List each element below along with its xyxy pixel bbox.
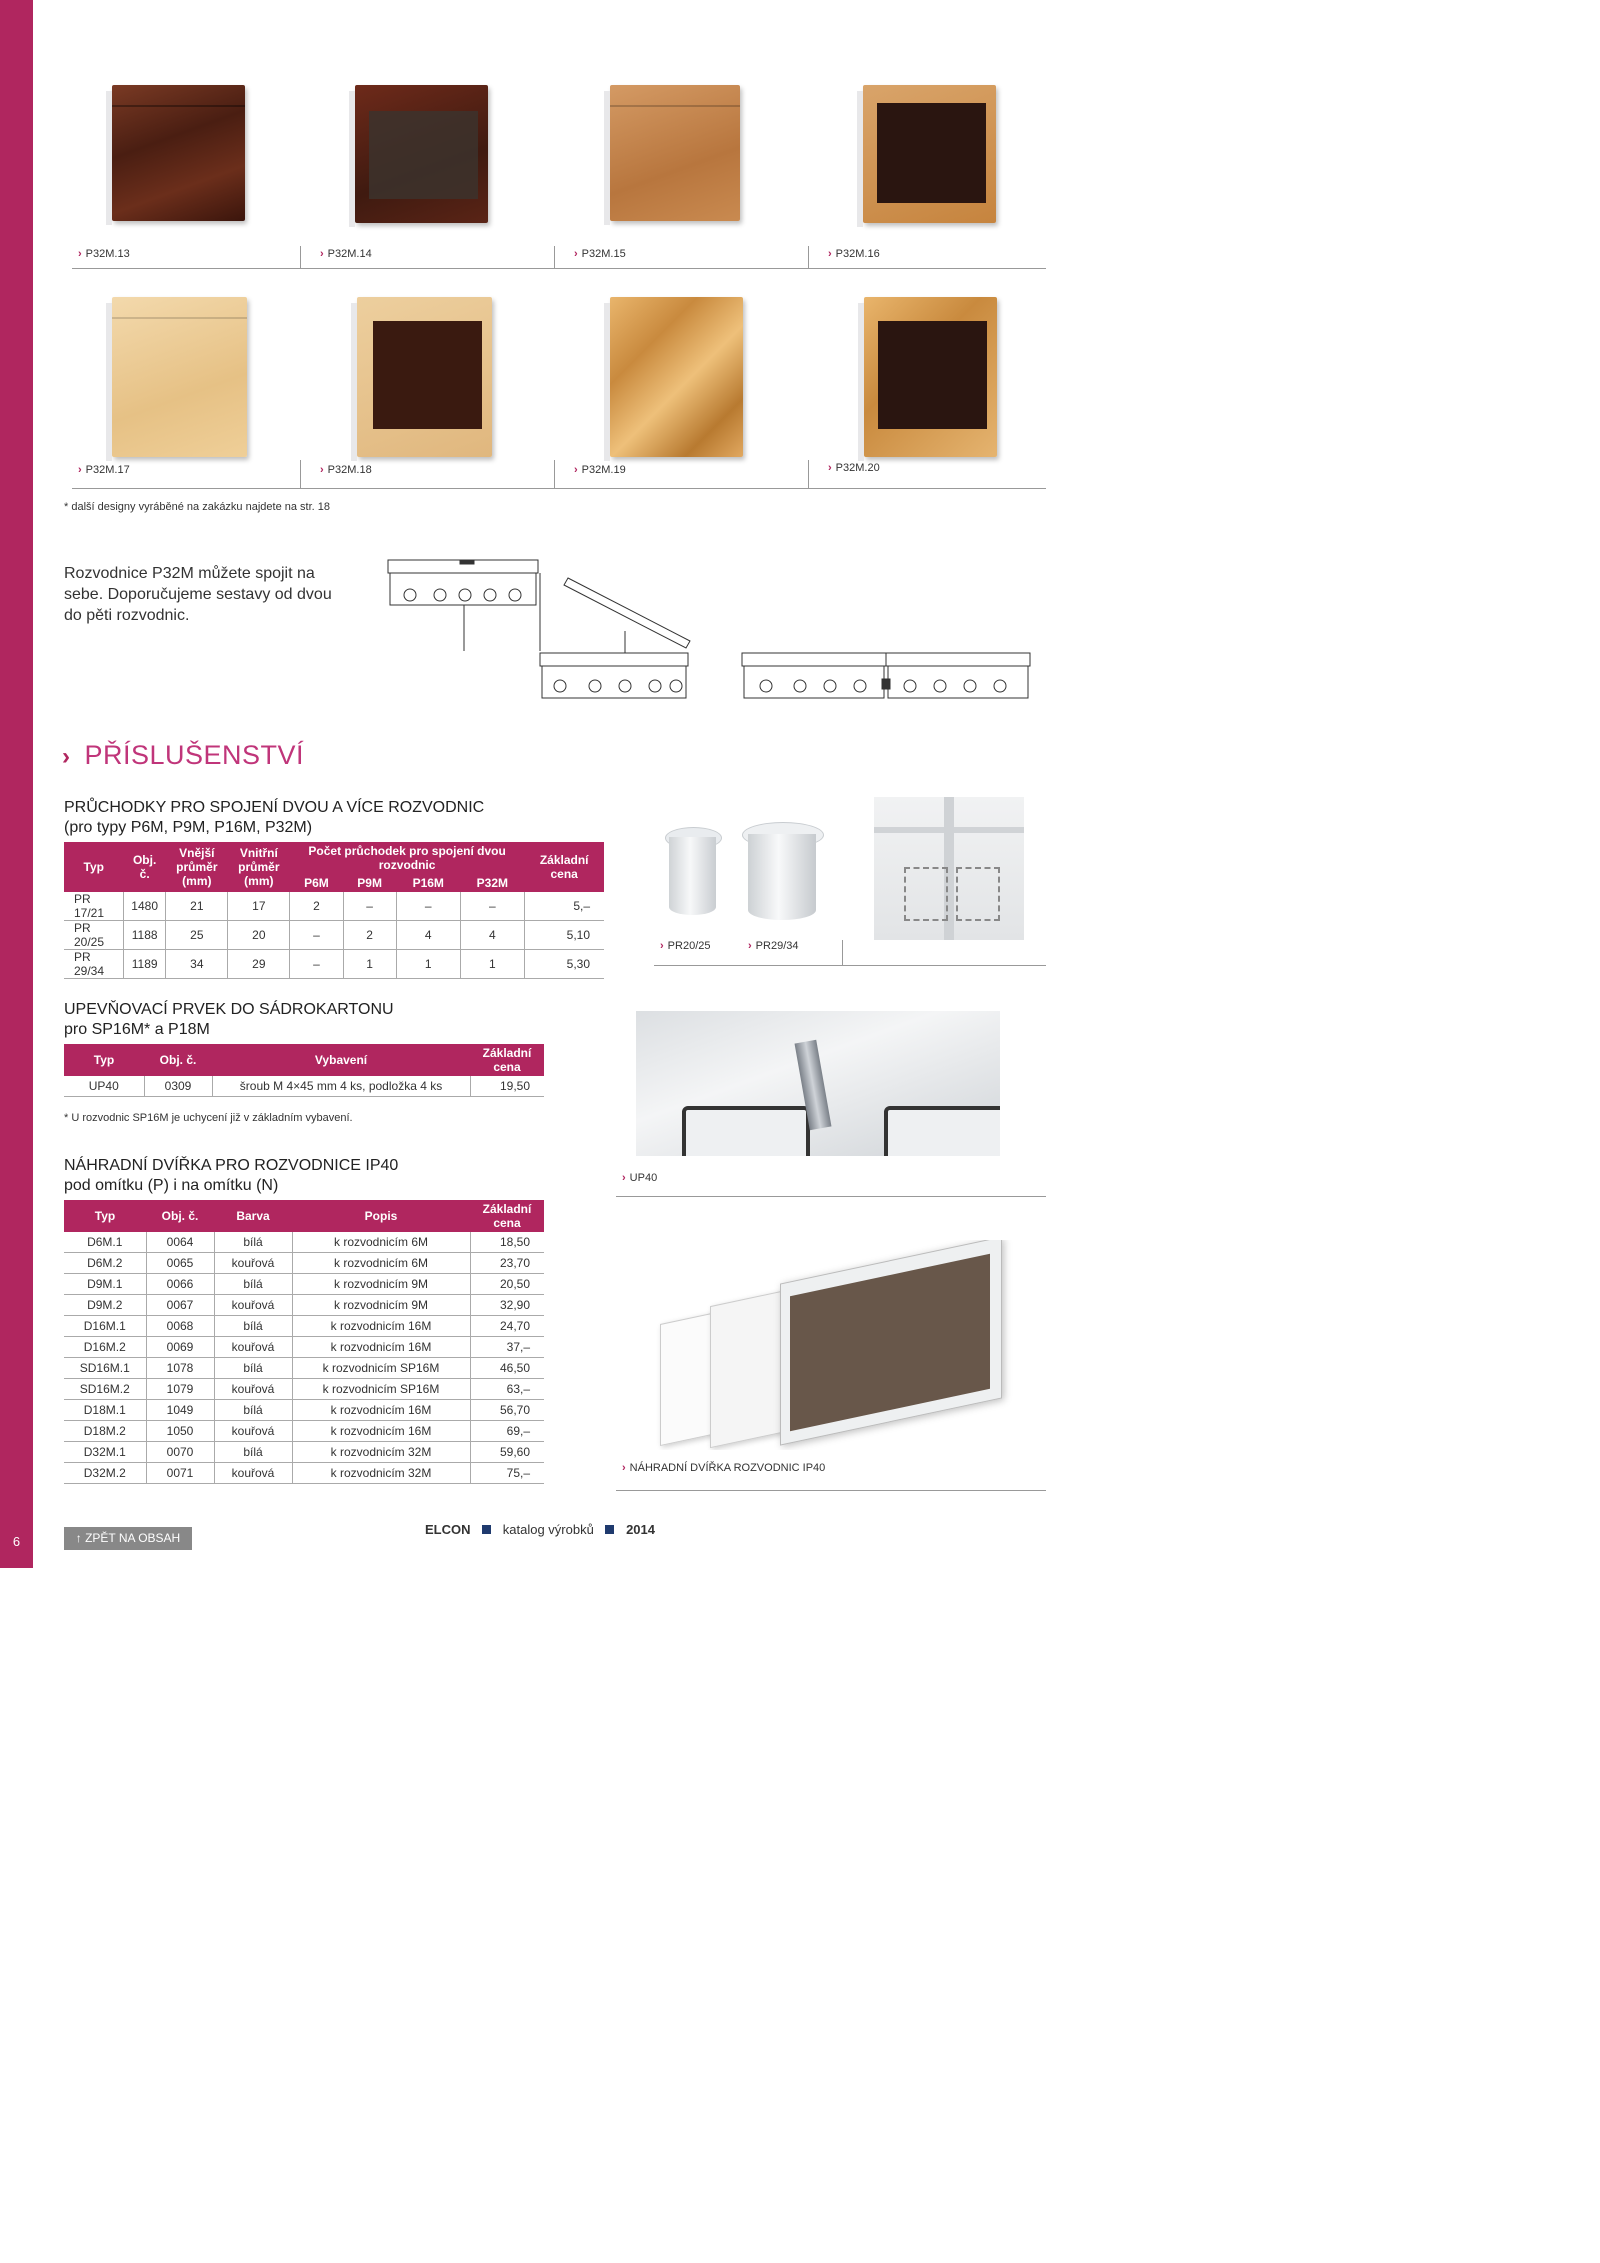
table-row [64, 1076, 544, 1097]
table-row [64, 1316, 544, 1337]
back-to-contents-button[interactable]: ↑ ZPĚT NA OBSAH [64, 1527, 192, 1550]
table-row [64, 1421, 544, 1442]
table-cell: – [396, 892, 460, 921]
table-cell: 1050 [146, 1421, 214, 1442]
table3-title-line2: pod omítku (P) i na omítku (N) [64, 1177, 279, 1194]
table-cell: D9M.2 [64, 1295, 146, 1316]
table-cell: bílá [214, 1358, 292, 1379]
table-row [64, 1400, 544, 1421]
caption-row-dvirka [616, 1460, 1046, 1491]
product-image-pr2025 [655, 827, 730, 927]
table-cell: 20 [228, 921, 290, 950]
header-pocet: Počet průchodek pro spojení dvou rozvodnic [290, 842, 525, 874]
caption-p32m13 [72, 248, 130, 260]
caption-text: UP40 [629, 1172, 658, 1184]
table-cell: D16M.2 [64, 1337, 146, 1358]
table-cell: 21 [166, 892, 228, 921]
caption-text: PR29/34 [755, 940, 799, 952]
header-vybaveni: Vybavení [212, 1044, 470, 1076]
header-obj: Obj. č. [146, 1200, 214, 1232]
table-row [64, 1232, 544, 1253]
table-cell: bílá [214, 1442, 292, 1463]
table-cell: 1188 [123, 921, 165, 950]
table-dvirka [64, 1200, 544, 1484]
table-cell: D32M.2 [64, 1463, 146, 1484]
table2-title [64, 1000, 394, 1040]
table-cell: bílá [214, 1316, 292, 1337]
caption-text: P32M.13 [85, 248, 130, 260]
header-obj: Obj. č. [144, 1044, 212, 1076]
caption-row-1 [72, 246, 1046, 269]
table2-note: * U rozvodnic SP16M je uchycení již v základním vybavení. [64, 1112, 353, 1124]
table-cell: 4 [460, 921, 524, 950]
table-cell: k rozvodnicím 32M [292, 1463, 470, 1484]
table-cell: 1 [396, 950, 460, 979]
chevron-right-icon: › [574, 464, 578, 476]
caption-text: P32M.19 [581, 464, 626, 476]
table-cell: 0068 [146, 1316, 214, 1337]
sidebar-stripe [0, 0, 33, 1568]
caption-row-pr [654, 940, 1046, 966]
product-image-p32m13 [112, 85, 245, 221]
footer [425, 1522, 655, 1537]
caption-p32m17 [72, 464, 130, 476]
table-cell: k rozvodnicím SP16M [292, 1379, 470, 1400]
table-cell: 5,10 [524, 921, 604, 950]
table-cell: kouřová [214, 1295, 292, 1316]
product-image-p32m19 [610, 297, 743, 457]
table-cell: bílá [214, 1400, 292, 1421]
table-cell: D6M.2 [64, 1253, 146, 1274]
product-image-p32m14 [355, 85, 488, 223]
table-cell: k rozvodnicím 16M [292, 1337, 470, 1358]
header-p9m: P9M [343, 874, 396, 892]
table-cell: 1480 [123, 892, 165, 921]
header-obj: Obj. č. [123, 842, 165, 892]
caption-row-up40 [616, 1170, 1046, 1197]
chevron-right-icon: › [622, 1462, 626, 1474]
table-cell: – [343, 892, 396, 921]
caption-pr2934 [742, 940, 798, 952]
table-cell: PR 20/25 [64, 921, 123, 950]
table-cell: 2 [343, 921, 396, 950]
product-image-pr2934 [738, 822, 828, 927]
table-cell: 0066 [146, 1274, 214, 1295]
product-image-p32m20 [864, 297, 997, 457]
table-cell: SD16M.2 [64, 1379, 146, 1400]
table2-title-line2: pro SP16M* a P18M [64, 1021, 210, 1038]
table3-title [64, 1156, 398, 1196]
table-cell: kouřová [214, 1337, 292, 1358]
caption-text: P32M.20 [835, 462, 880, 474]
table-cell: k rozvodnicím 9M [292, 1295, 470, 1316]
header-p32m: P32M [460, 874, 524, 892]
footer-year: 2014 [626, 1522, 655, 1537]
product-image-p32m18 [357, 297, 492, 457]
table-row [64, 892, 604, 921]
table-cell: – [460, 892, 524, 921]
designs-note: * další designy vyráběné na zakázku najdete na str. 18 [64, 501, 331, 513]
caption-text: P32M.17 [85, 464, 130, 476]
table-cell: k rozvodnicím 6M [292, 1232, 470, 1253]
table-cell: UP40 [64, 1076, 144, 1097]
table-cell: D6M.1 [64, 1232, 146, 1253]
table-cell: 63,– [470, 1379, 544, 1400]
product-image-up40 [636, 1011, 1000, 1156]
table1-title-line1: PRŮCHODKY PRO SPOJENÍ DVOU A VÍCE ROZVODNIC [64, 799, 485, 816]
table-cell: 0067 [146, 1295, 214, 1316]
table-upevnovaci [64, 1044, 544, 1097]
footer-brand: ELCON [425, 1522, 471, 1537]
table-cell: D16M.1 [64, 1316, 146, 1337]
square-icon [605, 1525, 614, 1534]
table-cell: kouřová [214, 1379, 292, 1400]
caption-text: NÁHRADNÍ DVÍŘKA ROZVODNIC IP40 [629, 1462, 826, 1474]
header-cena: Základní cena [470, 1044, 544, 1076]
caption-text: P32M.16 [835, 248, 880, 260]
table-cell: k rozvodnicím 16M [292, 1400, 470, 1421]
table-cell: 56,70 [470, 1400, 544, 1421]
table-cell: k rozvodnicím SP16M [292, 1358, 470, 1379]
chevron-right-icon: › [828, 248, 832, 260]
table-cell: 0309 [144, 1076, 212, 1097]
product-image-p32m15 [610, 85, 740, 221]
caption-text: P32M.18 [327, 464, 372, 476]
header-barva: Barva [214, 1200, 292, 1232]
table-row [64, 1358, 544, 1379]
table-cell: D32M.1 [64, 1442, 146, 1463]
header-vnitrni: Vnitřní průměr (mm) [228, 842, 290, 892]
table-cell: šroub M 4×45 mm 4 ks, podložka 4 ks [212, 1076, 470, 1097]
square-icon [482, 1525, 491, 1534]
table-cell: 0069 [146, 1337, 214, 1358]
page-number: 6 [12, 1534, 21, 1549]
table-cell: 0065 [146, 1253, 214, 1274]
assembly-diagram [380, 553, 1040, 703]
table1-title-line2: (pro typy P6M, P9M, P16M, P32M) [64, 819, 313, 836]
caption-divider [554, 460, 555, 488]
table2-title-line1: UPEVŇOVACÍ PRVEK DO SÁDROKARTONU [64, 1001, 394, 1018]
table-cell: k rozvodnicím 9M [292, 1274, 470, 1295]
product-image-p32m17 [112, 297, 247, 457]
header-vnejsi: Vnější průměr (mm) [166, 842, 228, 892]
chevron-right-icon: › [320, 248, 324, 260]
table-cell: 5,– [524, 892, 604, 921]
section-title [62, 740, 304, 771]
header-cena: Základní cena [524, 842, 604, 892]
section-title-text: PŘÍSLUŠENSTVÍ [84, 740, 305, 770]
table-cell: k rozvodnicím 6M [292, 1253, 470, 1274]
caption-dvirka [616, 1462, 825, 1474]
table-cell: k rozvodnicím 16M [292, 1316, 470, 1337]
chevron-right-icon: › [574, 248, 578, 260]
header-typ: Typ [64, 1044, 144, 1076]
header-popis: Popis [292, 1200, 470, 1232]
table-cell: PR 17/21 [64, 892, 123, 921]
table-cell: kouřová [214, 1463, 292, 1484]
table-cell: 25 [166, 921, 228, 950]
product-image-dvirka [640, 1240, 1020, 1450]
caption-divider [808, 460, 809, 488]
table-row [64, 950, 604, 979]
table-cell: 75,– [470, 1463, 544, 1484]
table-cell: 24,70 [470, 1316, 544, 1337]
caption-divider [300, 460, 301, 488]
header-typ: Typ [64, 842, 123, 892]
table-cell: 0070 [146, 1442, 214, 1463]
table-cell: 37,– [470, 1337, 544, 1358]
table-cell: – [290, 950, 343, 979]
header-cena: Základní cena [470, 1200, 544, 1232]
table-cell: D18M.1 [64, 1400, 146, 1421]
header-p16m: P16M [396, 874, 460, 892]
table3-title-line1: NÁHRADNÍ DVÍŘKA PRO ROZVODNICE IP40 [64, 1157, 399, 1174]
table-row [64, 1274, 544, 1295]
caption-p32m16 [822, 248, 880, 260]
caption-divider [554, 246, 555, 268]
table-cell: k rozvodnicím 16M [292, 1421, 470, 1442]
table-cell: kouřová [214, 1253, 292, 1274]
table-row [64, 1379, 544, 1400]
chevron-right-icon: › [78, 248, 82, 260]
table-cell: bílá [214, 1274, 292, 1295]
table-cell: 18,50 [470, 1232, 544, 1253]
caption-divider [300, 246, 301, 268]
table-cell: 1 [460, 950, 524, 979]
table-cell: 0064 [146, 1232, 214, 1253]
table-cell: 1189 [123, 950, 165, 979]
table-cell: 1049 [146, 1400, 214, 1421]
table-row [64, 921, 604, 950]
caption-up40 [616, 1172, 657, 1184]
table-row [64, 1442, 544, 1463]
chevron-right-icon: › [660, 940, 664, 952]
table-cell: – [290, 921, 343, 950]
table-pruchodky [64, 842, 604, 979]
caption-divider [842, 940, 843, 965]
table-cell: 1 [343, 950, 396, 979]
chevron-right-icon: › [828, 462, 832, 474]
caption-p32m14 [314, 248, 372, 260]
table-cell: 4 [396, 921, 460, 950]
chevron-right-icon: › [78, 464, 82, 476]
product-image-assembly-detail [874, 797, 1024, 940]
table-cell: 34 [166, 950, 228, 979]
caption-p32m15 [568, 248, 626, 260]
table-row [64, 1253, 544, 1274]
caption-text: P32M.14 [327, 248, 372, 260]
table-cell: 46,50 [470, 1358, 544, 1379]
table-cell: 17 [228, 892, 290, 921]
product-image-p32m16 [863, 85, 996, 223]
table-cell: D9M.1 [64, 1274, 146, 1295]
footer-catalog: katalog výrobků [502, 1522, 594, 1537]
chevron-right-icon: › [62, 743, 71, 770]
caption-row-2 [72, 460, 1046, 489]
table-cell: 5,30 [524, 950, 604, 979]
table-cell: 23,70 [470, 1253, 544, 1274]
caption-text: PR20/25 [667, 940, 711, 952]
table-cell: 69,– [470, 1421, 544, 1442]
chevron-right-icon: › [748, 940, 752, 952]
table-cell: PR 29/34 [64, 950, 123, 979]
table-cell: 0071 [146, 1463, 214, 1484]
table-cell: D18M.2 [64, 1421, 146, 1442]
chevron-right-icon: › [622, 1172, 626, 1184]
table-cell: 59,60 [470, 1442, 544, 1463]
table-cell: SD16M.1 [64, 1358, 146, 1379]
caption-p32m19 [568, 464, 626, 476]
caption-p32m18 [314, 464, 372, 476]
table-cell: 1078 [146, 1358, 214, 1379]
table-cell: 2 [290, 892, 343, 921]
table-cell: kouřová [214, 1421, 292, 1442]
table-cell: 19,50 [470, 1076, 544, 1097]
caption-text: P32M.15 [581, 248, 626, 260]
table-row [64, 1295, 544, 1316]
intro-text: Rozvodnice P32M můžete spojit na sebe. Doporučujeme sestavy od dvou do pěti rozvodnic. [64, 565, 332, 624]
table-cell: 29 [228, 950, 290, 979]
table-cell: 20,50 [470, 1274, 544, 1295]
caption-p32m20 [822, 462, 880, 474]
caption-pr2025 [654, 940, 710, 952]
table-row [64, 1337, 544, 1358]
table-cell: bílá [214, 1232, 292, 1253]
table-row [64, 1463, 544, 1484]
table1-title [64, 798, 484, 838]
chevron-right-icon: › [320, 464, 324, 476]
table-cell: k rozvodnicím 32M [292, 1442, 470, 1463]
table-cell: 32,90 [470, 1295, 544, 1316]
caption-divider [808, 246, 809, 268]
table-cell: 1079 [146, 1379, 214, 1400]
header-typ: Typ [64, 1200, 146, 1232]
header-p6m: P6M [290, 874, 343, 892]
